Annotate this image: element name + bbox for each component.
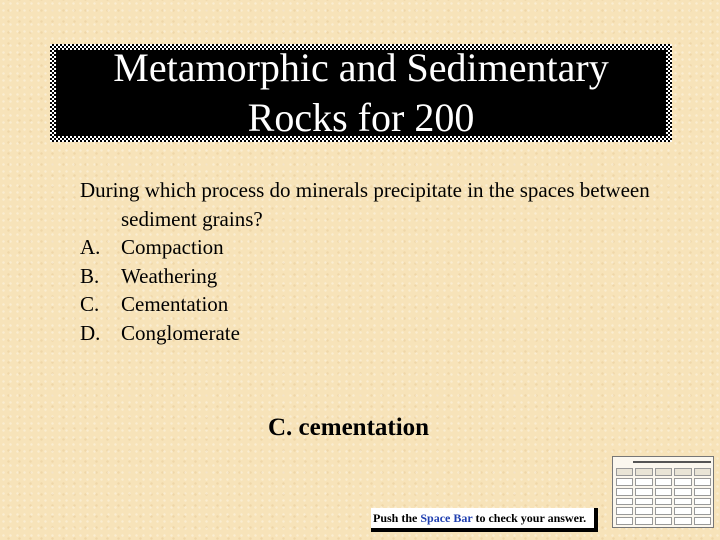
- option-text: Cementation: [121, 292, 229, 316]
- title-line-1: Metamorphic and Sedimentary: [113, 45, 609, 90]
- title-inner: [56, 45, 666, 140]
- title-line-2: Rocks for 200: [247, 95, 475, 140]
- option-text: Conglomerate: [121, 320, 240, 345]
- question-text: During which process do minerals precipitate in the spaces between sediment grains?: [80, 178, 650, 231]
- thumbnail-grid: [616, 468, 711, 525]
- footer-prefix: Push the: [373, 511, 421, 525]
- option-c: [80, 290, 660, 319]
- answer-text: C. cementation: [268, 414, 430, 441]
- option-letter: C.: [80, 292, 100, 316]
- space-bar-keyword: Space Bar: [420, 511, 473, 525]
- option-letter: D.: [80, 320, 101, 345]
- thumbnail-title-bar: [633, 459, 711, 465]
- option-letter: A.: [80, 235, 101, 259]
- option-d: [80, 319, 660, 348]
- option-text: Compaction: [121, 235, 224, 259]
- option-a: [80, 233, 660, 262]
- game-board-thumbnail-icon[interactable]: [612, 456, 714, 528]
- option-b: [80, 262, 660, 291]
- title-banner: [50, 44, 672, 142]
- option-text: Weathering: [121, 263, 218, 288]
- footer-suffix: to check your answer.: [472, 511, 587, 525]
- check-answer-button[interactable]: [371, 508, 598, 532]
- question-block: [80, 176, 660, 347]
- option-letter: B.: [80, 263, 100, 288]
